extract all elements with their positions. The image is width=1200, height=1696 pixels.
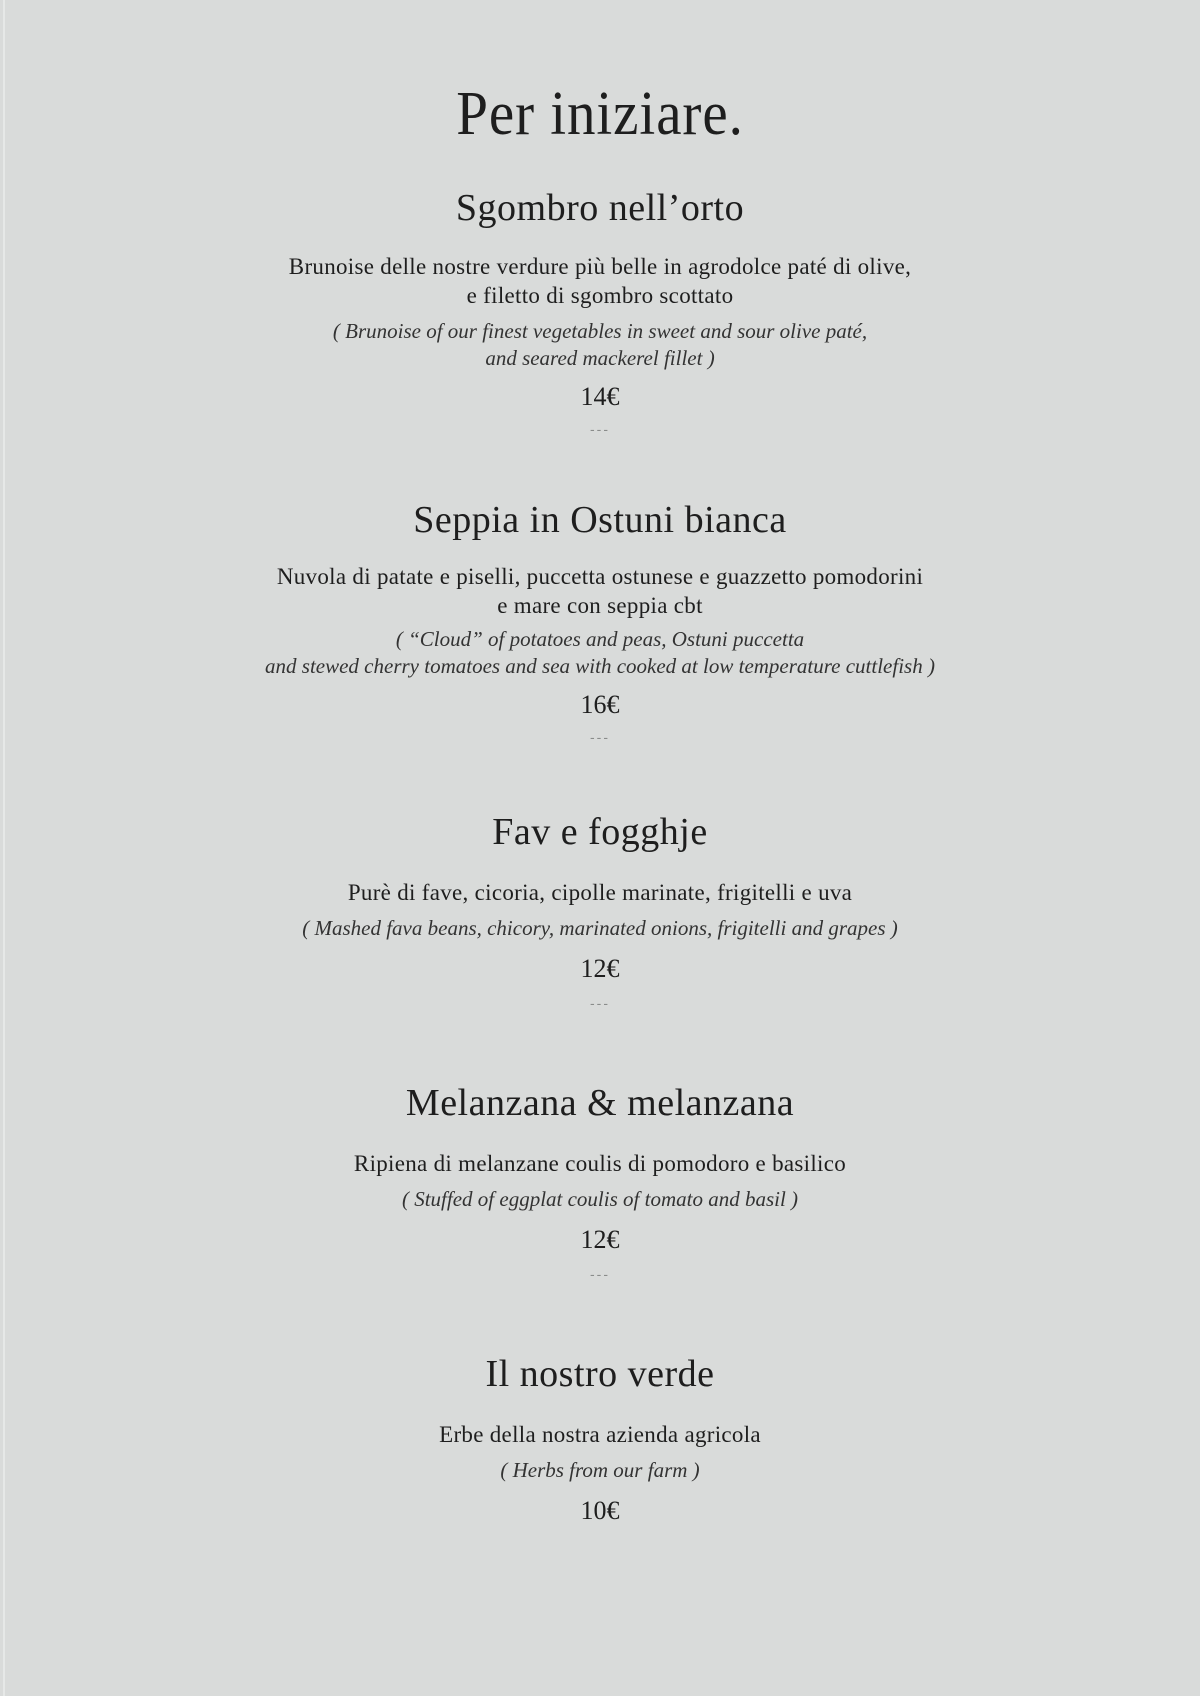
dish-translation-line: ( “Cloud” of potatoes and peas, Ostuni puccetta [395, 627, 805, 651]
separator: --- [590, 995, 610, 1011]
separator: --- [590, 1266, 610, 1282]
dish-translation-line: ( Mashed fava beans, chicory, marinated onions, frigitelli and grapes ) [302, 916, 898, 940]
dish-name: Fav e fogghje [492, 811, 708, 853]
menu-item-il-nostro-verde [0, 1352, 1200, 1526]
dish-description-line: Brunoise delle nostre verdure più belle in agrodolce paté di olive, [288, 254, 912, 279]
menu-item-melanzana [0, 1081, 1200, 1281]
menu-item-seppia [0, 498, 1200, 744]
dish-price: 10€ [580, 1496, 620, 1525]
dish-price: 12€ [580, 954, 620, 983]
dish-description-line: Erbe della nostra azienda agricola [439, 1422, 761, 1447]
dish-price: 14€ [580, 382, 620, 411]
separator: --- [590, 421, 610, 437]
dish-translation-line: ( Brunoise of our finest vegetables in sweet and sour olive paté, [332, 319, 868, 343]
dish-name: Seppia in Ostuni bianca [413, 499, 787, 541]
dish-price: 16€ [580, 690, 620, 719]
dish-description-line: Purè di fave, cicoria, cipolle marinate, frigitelli e uva [347, 880, 853, 905]
dish-name: Sgombro nell’orto [455, 187, 745, 229]
menu-item-sgombro [0, 186, 1200, 436]
dish-description-line: Nuvola di patate e piselli, puccetta ostunese e guazzetto pomodorini [276, 564, 924, 589]
dish-name: Il nostro verde [485, 1353, 715, 1395]
dish-description-line: e mare con seppia cbt [497, 593, 703, 618]
dish-translation-line: and seared mackerel fillet ) [485, 346, 715, 370]
dish-description-line: e filetto di sgombro scottato [466, 283, 734, 308]
page-title: Per iniziare. [456, 80, 744, 148]
dish-name: Melanzana & melanzana [405, 1082, 795, 1124]
dish-description-line: Ripiena di melanzane coulis di pomodoro e basilico [353, 1151, 847, 1176]
dish-translation-line: and stewed cherry tomatoes and sea with cooked at low temperature cuttlefish ) [265, 654, 935, 678]
dish-translation-line: ( Stuffed of eggplat coulis of tomato and basil ) [401, 1187, 799, 1211]
separator: --- [590, 729, 610, 745]
dish-price: 12€ [580, 1225, 620, 1254]
menu-item-fav-e-fogghje [0, 810, 1200, 1010]
dish-translation-line: ( Herbs from our farm ) [500, 1458, 700, 1482]
